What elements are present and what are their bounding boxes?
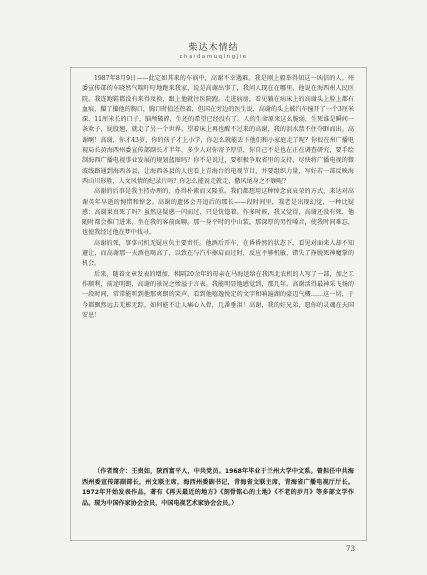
author-bio <box>82 467 354 509</box>
paragraph: 1987年8月9日——此定如其来的车祸中，高谢不幸遇难。我是刚上毅举得知这一凶信的人。州委宣传部的车晓然气喘吁吁地跑来我家，说是高谢出事了，我问人现在在哪里，他说在海西州人民医院。我连跑鞋都没有来得及换，跟上他就往医院跑。走进病房，看见躺在病床上的高谢头上脸上都有血痕，攥了攥他的胸口，胸口时值还热着，但国在旁边的医生说，高谢的头上被汽车撞开了一个3厘米深、11厘米长的口子，脑颅破碎，生还的希望已经没有了。人的生命原来这么脆弱，生死谁是瞬间一条欢子，屁股翘，就走了另一个世界。望着床上再也醒不过来的高谢，我的泪水禁不住夺眶而出。高谢啊！高谢，你才43岁，你的孩子才上小学，你怎么就能丢下他们和小家庭走了呢？你很在州广播电视局长黄海西州委宣传部副长才半年，多少人对你寄予厚望，你自己不是也在正在调查研究，要手绘制海西广播电视事业发展的规划蓝图吗？你不是说过，要积极争取省里的支持，尽快将广播电视的微波线路通到海西各县，让海西各县的人也看上青海台的电视节目，并要组织力量，写好若一部反映海西山川形胜，人文风情的纪录片吗？你怎么能说走就走，撒风尾身之不顾呢？ <box>82 75 355 185</box>
paragraph: 高谢的后事是我主持办理的，办得朴素而又隆重。我们都想用这种悼念哀哀荣的方式，来达对高谢英年早逝的惋惜和悼念。高谢的遗体会开追后的那长——段时间里，我老是出现幻觉，一种比疑惑：高谢果真死了吗？虽然这疑惑一闪而过，只是恍惚着。作多时候，我又觉得，高谢还没有死，他随时都会推门进来，坐在我的客前面聊。那一身平时的中山装，那深厚的男性嗓音，使我时间难忘，也使我经过他在梦中找寻。 <box>82 188 354 237</box>
paragraph: 高谢的死，事事司机无疑应负主要责任。他酒后开车，在昏昏然的状态下，看见对面来人却不知避让，而高谢那一天酒也喝高了，以致在与汽车擦肩而过时，反应不够机敏，错失了挣脱死神魔掌的机会。 <box>82 239 354 268</box>
author-bio-text: （作者简介：王贵如，陕西富平人，中共党员。1968年毕业于兰州大学中文系。曾担任中共海西州委宣传部副部长，州文联主席，海西州委副书记，青海省文联主席，青海省广播电视厅厅长。1972年开始发表作品，著有《再天最近的地方》《刻骨铭心的土地》《不老的岁月》等多部文学作品。现为中国作家协会会员，中国电视艺术家协会会员。） <box>82 468 354 507</box>
page-number: 73 <box>346 545 355 553</box>
paragraph: 后来，随着文章发表的增加，相隔20余年的母亲在马海送给在我西北农机的人写了一部，加之工作顺利，前途明朗，高谢的景况之惨溢于言表。我能明显地感觉到，那几年，高谢活得最神采飞扬的一段时间，常常能听到他那爽朗的笑声，看到他嘻逸悦定的文字和响遍湖的豪迈气概……这一切，于今都飘然远去无影无踪，如何能不让人痛心入骨，几番垂泪！高谢，我的好兄弟，愿你的灵魂在天国安息！ <box>82 270 354 319</box>
running-header <box>0 40 427 60</box>
header-pinyin: chaidamuqingjie <box>179 54 248 60</box>
header-title: 柴达木情结 <box>188 43 239 53</box>
article-body <box>82 74 354 321</box>
